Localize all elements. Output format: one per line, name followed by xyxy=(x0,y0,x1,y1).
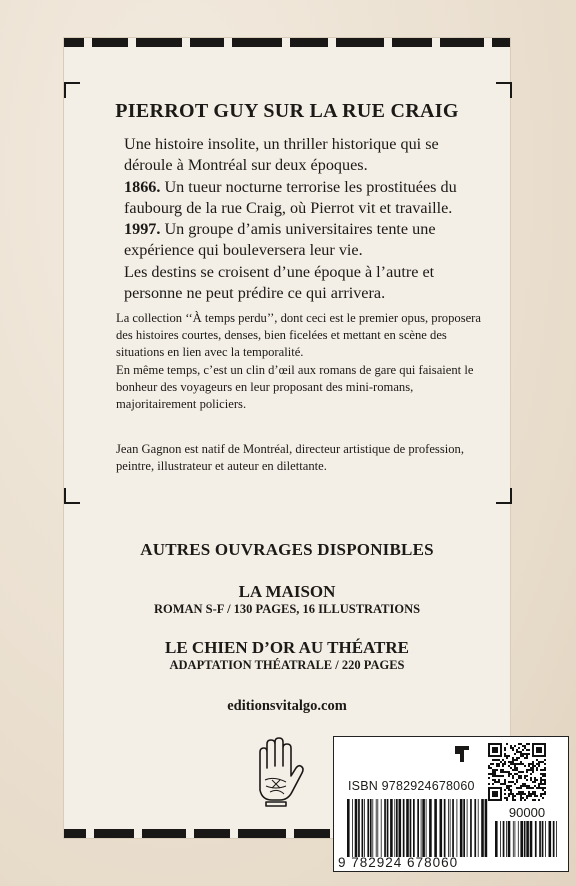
author-bio xyxy=(116,441,492,475)
publisher-website: editionsvitalgo.com xyxy=(227,698,347,714)
other-work-title: LE CHIEN D’OR AU THÉATRE xyxy=(164,638,410,657)
collection-description xyxy=(116,310,492,413)
price-code: 90000 xyxy=(508,805,546,820)
book-title: PIERROT GUY SUR LA RUE CRAIG xyxy=(115,100,459,122)
ean-digits: 9 782924 678060 xyxy=(338,855,459,870)
synopsis-intro: Une histoire insolite, un thriller historique qui se déroule à Montréal sur deux époques. xyxy=(124,135,439,175)
barcode-icon xyxy=(346,799,488,857)
frame-corner-bottom-right xyxy=(496,488,512,504)
frame-corner-bottom-left xyxy=(64,488,80,504)
frame-corner-top-left xyxy=(64,82,80,98)
palm-hand-icon xyxy=(246,736,306,808)
other-work-item xyxy=(80,638,494,673)
other-work-item xyxy=(80,582,494,617)
isbn-barcode-label xyxy=(333,736,569,872)
other-works-heading: AUTRES OUVRAGES DISPONIBLES xyxy=(140,540,434,559)
synopsis-closing: Les destins se croisent d’une époque à l’autre et personne ne peut prédire ce qui arrivera. xyxy=(124,262,435,303)
synopsis-1997 xyxy=(124,219,484,262)
author-bio-text: Jean Gagnon est natif de Montréal, directeur artistique de profession, peintre, illustrateur et auteur en dilettante. xyxy=(116,442,464,474)
synopsis xyxy=(124,134,484,304)
other-work-title: LA MAISON xyxy=(238,582,336,601)
synopsis-1866-text: Un tueur nocturne terrorise les prostituées du faubourg de la rue Craig, où Pierrot vit et travaille. xyxy=(124,177,457,217)
other-work-subtitle: ROMAN S-F / 130 PAGES, 16 ILLUSTRATIONS xyxy=(153,602,421,616)
collection-paragraph-2: En même temps, c’est un clin d’œil aux romans de gare qui faisaient le bonheur des voyageurs en leur proposant des mini-romans, majoritairement policiers. xyxy=(116,362,474,412)
top-dashed-border xyxy=(64,38,510,47)
year-1997: 1997. xyxy=(124,220,161,239)
collection-paragraph-1: La collection ‘‘À temps perdu’’, dont ceci est le premier opus, proposera des histoires courtes, denses, bien ficelées et mettant en scène des situations en lien avec la temporalité. xyxy=(116,311,481,360)
isbn-number: ISBN 9782924678060 xyxy=(348,779,475,793)
addon-barcode xyxy=(494,821,560,857)
frame-corner-top-right xyxy=(496,82,512,98)
synopsis-1866 xyxy=(124,177,484,220)
qr-code-icon xyxy=(488,743,546,801)
synopsis-1997-text: Un groupe d’amis universitaires tente une expérience qui bouleversera leur vie. xyxy=(124,220,436,260)
other-work-subtitle: ADAPTATION THÉATRALE / 220 PAGES xyxy=(169,658,405,672)
publisher-logo-icon xyxy=(454,745,470,763)
year-1866: 1866. xyxy=(124,177,161,196)
